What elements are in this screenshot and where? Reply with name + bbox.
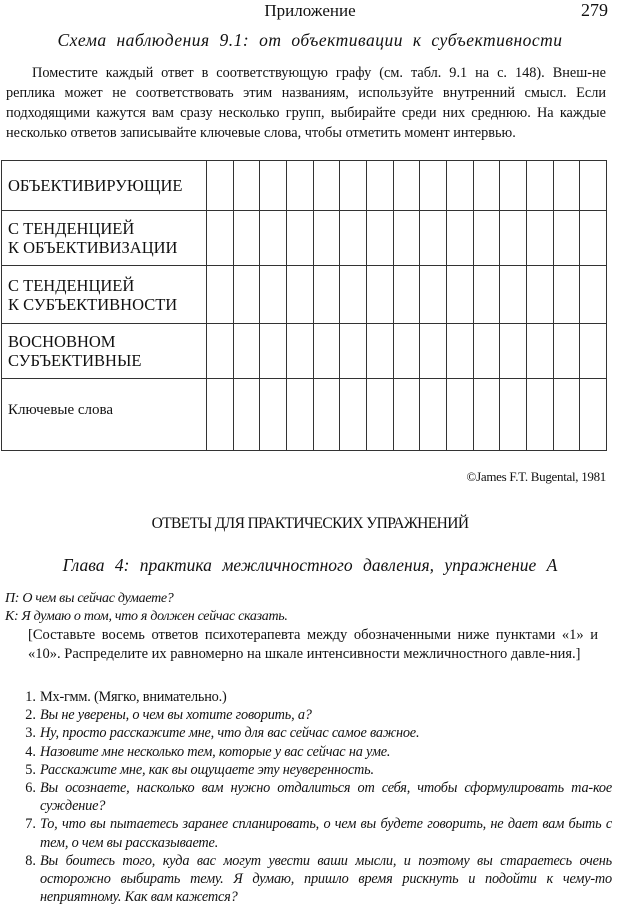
grid-cell[interactable]	[233, 379, 260, 451]
grid-row-mostly-subjective	[2, 324, 607, 379]
list-item	[22, 688, 612, 706]
row-label-line: К СУБЪЕКТИВНОСТИ	[8, 294, 178, 314]
grid-cell[interactable]	[286, 211, 313, 266]
row-label	[2, 266, 207, 324]
grid-cell[interactable]	[580, 324, 607, 379]
item-number: 6.	[25, 780, 36, 797]
scheme-instructions: Поместите каждый ответ в соответствующую графу (см. табл. 9.1 на с. 148). Внеш-не реплика может не соответствовать этим названиям, используйте внутренний смысл. Если подходящими кажутся вам сразу несколько групп, выбирайте среди них среднюю. На каждые несколько ответов записывайте ключевые слова, чтобы отметить момент интервью.	[6, 65, 606, 141]
grid-cell[interactable]	[473, 266, 500, 324]
grid-cell[interactable]	[526, 379, 553, 451]
list-item	[22, 815, 612, 851]
item-number: 4.	[25, 743, 36, 760]
grid-cell[interactable]	[446, 379, 473, 451]
item-text: Расскажите мне, как вы ощущаете эту неуверенность.	[40, 761, 374, 778]
answers-heading: ОТВЕТЫ ДЛЯ ПРАКТИЧЕСКИХ УПРАЖНЕНИЙ	[151, 515, 469, 532]
grid-cell[interactable]	[420, 161, 447, 211]
item-number: 8.	[25, 852, 36, 869]
grid-cell[interactable]	[207, 161, 234, 211]
grid-cell[interactable]	[313, 324, 340, 379]
row-label	[2, 324, 207, 379]
grid-cell[interactable]	[473, 324, 500, 379]
grid-cell[interactable]	[420, 211, 447, 266]
row-label	[2, 211, 207, 266]
list-item	[22, 743, 612, 761]
item-text: Назовите мне несколько тем, которые у вас сейчас на уме.	[40, 743, 391, 760]
chapter-title: Глава 4: практика межличностного давления, упражнение А	[62, 555, 558, 575]
grid-cell[interactable]	[420, 379, 447, 451]
grid-cell[interactable]	[233, 266, 260, 324]
grid-cell[interactable]	[233, 324, 260, 379]
grid-cell[interactable]	[366, 211, 393, 266]
grid-cell[interactable]	[207, 211, 234, 266]
grid-cell[interactable]	[340, 266, 367, 324]
dialog-block	[5, 590, 288, 626]
item-number: 2.	[25, 707, 36, 724]
grid-cell[interactable]	[207, 379, 234, 451]
row-label	[2, 379, 207, 451]
grid-cell[interactable]	[446, 324, 473, 379]
grid-cell[interactable]	[207, 266, 234, 324]
grid-cell[interactable]	[233, 211, 260, 266]
grid-cell[interactable]	[526, 161, 553, 211]
grid-cell[interactable]	[553, 379, 580, 451]
grid-row-tending-objectification	[2, 211, 607, 266]
grid-cell[interactable]	[446, 211, 473, 266]
list-item	[22, 779, 612, 815]
grid-cell[interactable]	[446, 266, 473, 324]
grid-cell[interactable]	[340, 211, 367, 266]
grid-cell[interactable]	[420, 324, 447, 379]
grid-cell[interactable]	[446, 161, 473, 211]
grid-cell[interactable]	[580, 266, 607, 324]
grid-cell[interactable]	[260, 161, 287, 211]
grid-cell[interactable]	[393, 266, 420, 324]
scheme-title: Схема наблюдения 9.1: от объективации к субъективности	[57, 30, 563, 50]
grid-cell[interactable]	[313, 161, 340, 211]
list-item	[22, 724, 612, 742]
grid-cell[interactable]	[260, 211, 287, 266]
list-item	[22, 761, 612, 779]
exercise-instruction: [Составьте восемь ответов психотерапевта между обозначенными ниже пунктами «1» и «10». Распределите их равномерно на шкале интенсивности межличностного давле-ния.]	[28, 627, 598, 662]
grid-cell[interactable]	[207, 324, 234, 379]
grid-cell[interactable]	[366, 379, 393, 451]
grid-cell[interactable]	[526, 266, 553, 324]
grid-cell[interactable]	[553, 324, 580, 379]
grid-cell[interactable]	[500, 324, 527, 379]
grid-cell[interactable]	[286, 379, 313, 451]
item-number: 1.	[25, 689, 36, 705]
item-number: 7.	[25, 816, 36, 833]
grid-cell[interactable]	[286, 324, 313, 379]
grid-cell[interactable]	[393, 379, 420, 451]
grid-cell[interactable]	[553, 266, 580, 324]
item-text: Вы осознаете, насколько вам нужно отдалиться от себя, чтобы сформулировать та-кое суждение?	[40, 780, 612, 815]
grid-row-tending-subjectivity	[2, 266, 607, 324]
row-label-line: С ТЕНДЕНЦИЕЙ	[8, 219, 135, 238]
item-text: Ну, просто расскажите мне, что для вас сейчас самое важное.	[40, 725, 420, 742]
grid-cell[interactable]	[500, 266, 527, 324]
grid-cell[interactable]	[553, 211, 580, 266]
running-header: Приложение	[264, 1, 356, 20]
row-label-line: ВОСНОВНОМ	[8, 332, 116, 351]
grid-cell[interactable]	[313, 211, 340, 266]
grid-cell[interactable]	[260, 266, 287, 324]
grid-cell[interactable]	[500, 379, 527, 451]
grid-cell[interactable]	[233, 161, 260, 211]
grid-row-keywords	[2, 379, 607, 451]
grid-cell[interactable]	[553, 161, 580, 211]
grid-cell[interactable]	[580, 379, 607, 451]
grid-cell[interactable]	[500, 161, 527, 211]
grid-cell[interactable]	[366, 161, 393, 211]
grid-cell[interactable]	[260, 379, 287, 451]
row-label-line: СУБЪЕКТИВНЫЕ	[8, 351, 142, 370]
item-text: Вы не уверены, о чем вы хотите говорить, а?	[40, 707, 312, 724]
grid-cell[interactable]	[500, 211, 527, 266]
grid-cell[interactable]	[313, 379, 340, 451]
observation-grid	[1, 160, 607, 451]
list-item	[22, 852, 612, 906]
grid-cell[interactable]	[526, 324, 553, 379]
item-number: 5.	[25, 761, 36, 778]
grid-cell[interactable]	[393, 211, 420, 266]
grid-cell[interactable]	[313, 266, 340, 324]
dialog-line-therapist: П: О чем вы сейчас думаете?	[5, 591, 174, 606]
grid-row-objectifying	[2, 161, 607, 211]
answer-list	[22, 688, 612, 906]
grid-cell[interactable]	[340, 324, 367, 379]
grid-cell[interactable]	[473, 379, 500, 451]
grid-cell[interactable]	[393, 161, 420, 211]
row-label	[2, 161, 207, 211]
item-text: Вы боитесь того, куда вас могут увести ваши мысли, и поэтому вы стараетесь очень осторожно выбирать тему. Я думаю, пришло время рискнуть и подойти к чему-то неприятному. Как вам кажется?	[40, 852, 612, 906]
grid-cell[interactable]	[260, 324, 287, 379]
grid-cell[interactable]	[580, 211, 607, 266]
grid-cell[interactable]	[340, 379, 367, 451]
grid-cell[interactable]	[340, 161, 367, 211]
item-text: То, что вы пытаетесь заранее спланировать, о чем вы будете говорить, не дает вам быть с тем, о чем вы рассказываете.	[40, 816, 612, 851]
item-text: Мх-гмм. (Мягко, внимательно.)	[40, 689, 227, 705]
grid-cell[interactable]	[286, 266, 313, 324]
row-label-line: К ОБЪЕКТИВИЗАЦИИ	[8, 238, 178, 257]
list-item	[22, 706, 612, 724]
row-label-line: С ТЕНДЕНЦИЕЙ	[8, 275, 135, 295]
grid-cell[interactable]	[366, 266, 393, 324]
grid-cell[interactable]	[420, 266, 447, 324]
grid-cell[interactable]	[366, 324, 393, 379]
page-number: 279	[581, 0, 608, 20]
grid-cell[interactable]	[580, 161, 607, 211]
dialog-line-client: К: Я думаю о том, что я должен сейчас сказать.	[5, 609, 288, 624]
item-number: 3.	[25, 725, 36, 742]
grid-cell[interactable]	[473, 161, 500, 211]
copyright-notice: ©James F.T. Bugental, 1981	[466, 469, 606, 484]
grid-cell[interactable]	[393, 324, 420, 379]
grid-cell[interactable]	[473, 211, 500, 266]
grid-cell[interactable]	[286, 161, 313, 211]
row-label-line: ОБЪЕКТИВИРУЮЩИЕ	[8, 176, 183, 195]
row-label-line: Ключевые слова	[8, 402, 114, 418]
grid-cell[interactable]	[526, 211, 553, 266]
